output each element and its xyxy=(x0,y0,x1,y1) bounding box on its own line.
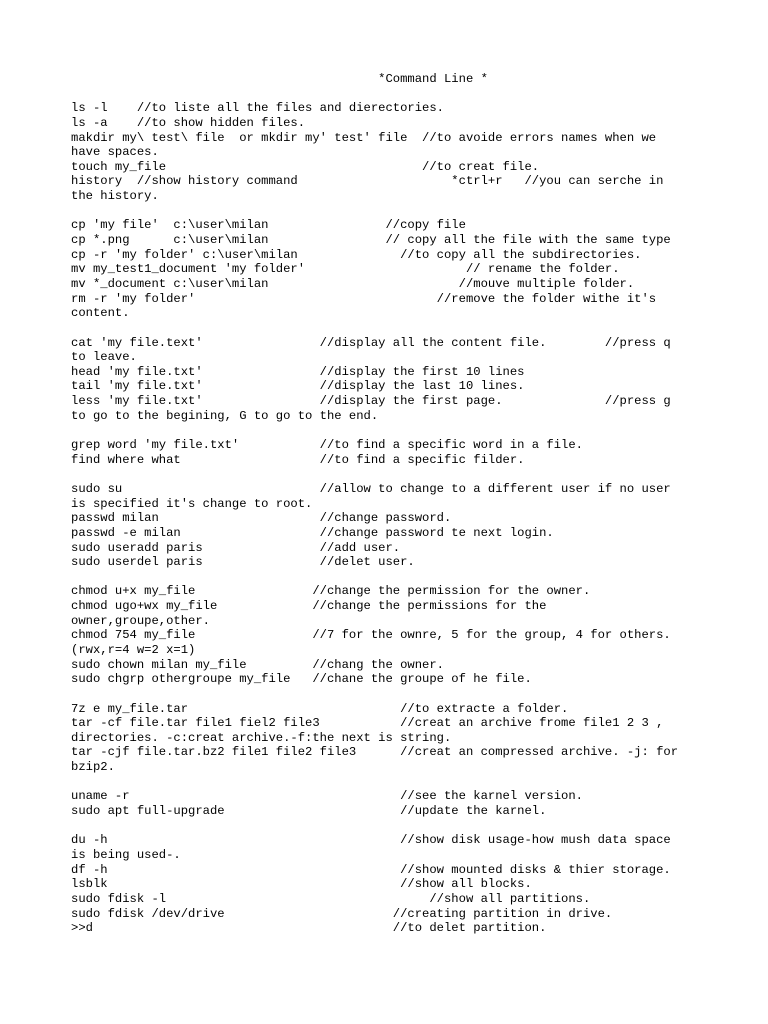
text-line: cat 'my file.text' //display all the content file. //press q xyxy=(71,335,671,350)
text-line: sudo fdisk -l //show all partitions. xyxy=(71,891,591,906)
text-line: uname -r //see the karnel version. xyxy=(71,789,583,804)
text-line: du -h //show disk usage-how mush data space xyxy=(71,833,671,848)
blank-line xyxy=(71,570,701,585)
text-line: less 'my file.txt' //display the first page. //press g xyxy=(71,394,671,409)
text-line: to leave. xyxy=(71,350,137,365)
text-line: sudo useradd paris //add user. xyxy=(71,540,401,555)
text-line: cp *.png c:\user\milan // copy all the file with the same type xyxy=(71,233,671,248)
text-line: sudo apt full-upgrade //update the karnel. xyxy=(71,804,547,819)
text-line: history //show history command *ctrl+r //you can serche in xyxy=(71,174,664,189)
text-line: sudo userdel paris //delet user. xyxy=(71,555,415,570)
text-line: >>d //to delet partition. xyxy=(71,921,547,936)
text-line: lsblk //show all blocks. xyxy=(71,877,532,892)
blank-line xyxy=(71,775,701,790)
blank-line xyxy=(71,467,701,482)
text-line: 7z e my_file.tar //to extracte a folder. xyxy=(71,701,569,716)
text-line: sudo su //allow to change to a different user if no user xyxy=(71,481,671,496)
text-line: sudo chgrp othergroupe my_file //chane the groupe of he file. xyxy=(71,672,532,687)
text-line: grep word 'my file.txt' //to find a specific word in a file. xyxy=(71,438,583,453)
text-line: rm -r 'my folder' //remove the folder withe it's xyxy=(71,291,657,306)
text-line: mv *_document c:\user\milan //mouve multiple folder. xyxy=(71,276,635,291)
text-line: chmod u+x my_file //change the permission for the owner. xyxy=(71,584,591,599)
blank-line xyxy=(71,321,701,336)
blank-line xyxy=(71,687,701,702)
text-line: chmod ugo+wx my_file //change the permissions for the xyxy=(71,599,547,614)
text-line: chmod 754 my_file //7 for the ownre, 5 for the group, 4 for others. xyxy=(71,628,671,643)
text-line: sudo fdisk /dev/drive //creating partition in drive. xyxy=(71,906,613,921)
text-line: makdir my\ test\ file or mkdir my' test' file //to avoide errors names when we xyxy=(71,130,657,145)
text-line: passwd -e milan //change password te next login. xyxy=(71,525,554,540)
text-line: tar -cf file.tar file1 fiel2 file3 //creat an archive frome file1 2 3 , xyxy=(71,716,664,731)
text-line: df -h //show mounted disks & thier storage. xyxy=(71,862,671,877)
text-line: (rwx,r=4 w=2 x=1) xyxy=(71,642,196,657)
document-body xyxy=(71,72,701,936)
text-line: passwd milan //change password. xyxy=(71,511,452,526)
text-line: is being used-. xyxy=(71,847,181,862)
text-line: owner,groupe,other. xyxy=(71,613,210,628)
text-line: find where what //to find a specific filder. xyxy=(71,452,525,467)
text-line: cp 'my file' c:\user\milan //copy file xyxy=(71,218,466,233)
text-line: ls -a //to show hidden files. xyxy=(71,115,306,130)
text-line: directories. -c:creat archive.-f:the next is string. xyxy=(71,730,452,745)
blank-line xyxy=(71,423,701,438)
blank-line xyxy=(71,87,701,102)
text-line: mv my_test1_document 'my folder' // rename the folder. xyxy=(71,262,620,277)
text-line: head 'my file.txt' //display the first 10 lines xyxy=(71,364,525,379)
blank-line xyxy=(71,204,701,219)
text-line: ls -l //to liste all the files and dierectories. xyxy=(71,101,444,116)
text-line: bzip2. xyxy=(71,760,115,775)
text-line: tail 'my file.txt' //display the last 10 lines. xyxy=(71,379,525,394)
text-line: to go to the begining, G to go to the end. xyxy=(71,408,379,423)
page-title: *Command Line * xyxy=(71,72,488,86)
text-line: is specified it's change to root. xyxy=(71,496,313,511)
text-line: the history. xyxy=(71,189,159,204)
blank-line xyxy=(71,819,701,834)
text-line: have spaces. xyxy=(71,145,159,160)
text-line: sudo chown milan my_file //chang the owner. xyxy=(71,657,444,672)
text-line: touch my_file //to creat file. xyxy=(71,159,540,174)
text-line: content. xyxy=(71,306,130,321)
text-line: tar -cjf file.tar.bz2 file1 file2 file3 //creat an compressed archive. -j: for xyxy=(71,745,679,760)
text-line: cp -r 'my folder' c:\user\milan //to copy all the subdirectories. xyxy=(71,247,642,262)
